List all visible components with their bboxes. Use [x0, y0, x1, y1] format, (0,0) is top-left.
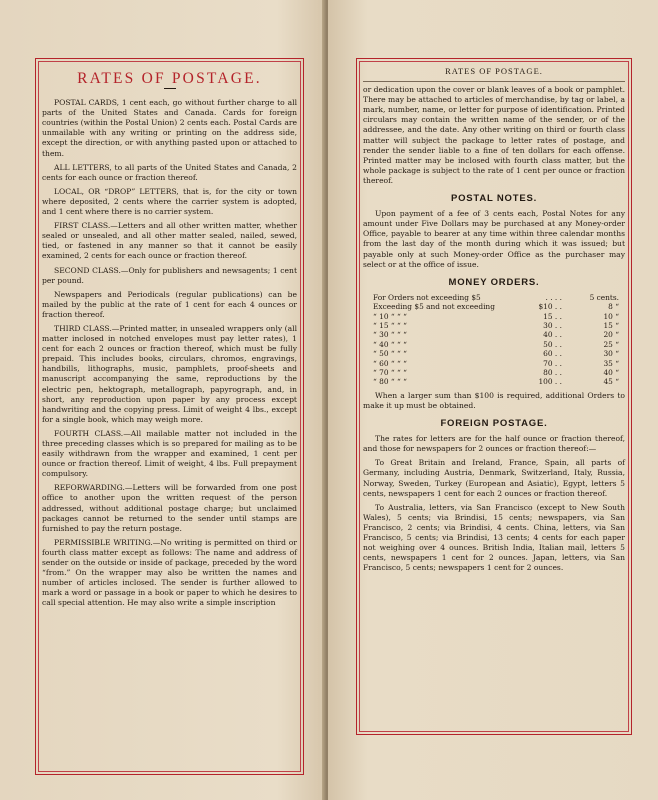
money-order-label: Exceeding $5 and not exceeding: [373, 302, 495, 312]
money-order-cents: 25 “: [603, 339, 619, 349]
money-order-limit: 15 . .: [543, 311, 562, 321]
money-order-cents: 15 “: [603, 321, 619, 330]
money-order-limit: 30 . .: [543, 321, 562, 330]
foreign-rates-paragraph: The rates for letters are for the half ounce or fraction thereof, and those for newspapers for 2 ounces or fraction thereof:—: [363, 434, 625, 454]
money-order-row: [363, 340, 625, 349]
europe-rates-paragraph: To Great Britain and Ireland, France, Spain, all parts of Germany, including Austria, Denmark, Switzerland, Italy, Russia, Norway, Sweden, Turkey (European and Asiatic), Egypt, letters 5 cents, newspapers 1 cent for each 2 ounces or fraction thereof.: [363, 458, 625, 498]
money-order-cents: 8 “: [608, 302, 619, 312]
money-order-row: [363, 321, 625, 330]
postal-cards-paragraph: POSTAL CARDS, 1 cent each, go without further charge to all parts of the United States and Canada. Cards for foreign countries (within the Postal Union) 2 cents each. Postal Cards are unmailable with any writing or printing on the address side, except the direction, or with anything pasted upon or attached to them.: [42, 98, 297, 158]
postal-notes-paragraph: Upon payment of a fee of 3 cents each, Postal Notes for any amount under Five Dollars may be purchased at any Money-order Office, payable to bearer at any time within three calendar months from the last day of the month during which it was issued; but payable only at such Money-order Office as the purchaser may select or at the office of issue.: [363, 209, 625, 269]
third-class-paragraph: THIRD CLASS.—Printed matter, in unsealed wrappers only (all matter inclosed in notched envelopes must pay letter rates), 1 cent for each 2 ounces or fraction thereof, which must be fully prepaid. This includes books, circulars, chromos, engravings, handbills, lithographs, music, pamphlets, proof-sheets and manuscript accompanying the same, reproductions by the electric pen, hektograph, metallograph, papyrograph, and, in short, any reproduction upon paper by any process except handwriting and the copying press. Limit of weight 4 lbs., except for a single book, which may weigh more.: [42, 323, 297, 424]
money-order-label: “ 50 “ “ “: [373, 349, 407, 359]
running-head: RATES OF POSTAGE.: [363, 66, 625, 82]
money-order-cents: 20 “: [603, 330, 619, 340]
second-class-paragraph: SECOND CLASS.—Only for publishers and newsagents; 1 cent per pound.: [42, 265, 297, 285]
money-order-label: “ 40 “ “ “: [373, 339, 407, 349]
money-order-row: [363, 330, 625, 339]
money-order-cents: 35 “: [603, 358, 619, 368]
first-class-paragraph: FIRST CLASS.—Letters and all other written matter, whether sealed or unsealed, and all other matter sealed, nailed, sewed, tied, or fastened in any manner so that it cannot be easily examined, 2 cents for each ounce or fraction thereof.: [42, 221, 297, 261]
money-order-label: “ 80 “ “ “: [373, 377, 407, 387]
money-order-label: “ 30 “ “ “: [373, 330, 407, 340]
money-order-row: [363, 312, 625, 321]
right-page: [328, 0, 658, 800]
all-letters-paragraph: ALL LETTERS, to all parts of the United States and Canada, 2 cents for each ounce or fraction thereof.: [42, 162, 297, 182]
money-order-cents: 10 “: [603, 311, 619, 321]
reforwarding-paragraph: REFORWARDING.—Letters will be forwarded from one post office to another upon the written request of the person addressed, without additional postage charge; but unclaimed packages cannot be returned to the sender until stamps are furnished to pay the return postage.: [42, 483, 297, 533]
money-order-row: [363, 368, 625, 377]
money-order-limit: 70 . .: [543, 358, 562, 368]
fourth-class-paragraph: FOURTH CLASS.—All mailable matter not included in the three preceding classes which is so prepared for mailing as to be easily withdrawn from the wrapper and examined, 1 cent per ounce or fraction thereof. Limit of weight, 4 lbs. Full prepayment compulsory.: [42, 428, 297, 479]
money-order-label: “ 10 “ “ “: [373, 311, 407, 321]
money-order-limit: 50 . .: [543, 339, 562, 349]
money-order-cents: 30 “: [603, 349, 619, 359]
money-order-label: “ 70 “ “ “: [373, 368, 407, 378]
money-order-row: [363, 302, 625, 311]
permissible-writing-paragraph: PERMISSIBLE WRITING.—No writing is permitted on third or fourth class matter except as follows: The name and address of sender on the outside or inside of package, preceded by the word “from.” On the wrapper may also be written the names and number of articles inclosed. The sender is further allowed to mark a word or passage in a book or paper to which he desires to call special attention. He may also write a simple inscription: [42, 537, 297, 608]
money-order-label: “ 60 “ “ “: [373, 358, 407, 368]
money-order-limit: $10 . .: [538, 302, 562, 312]
money-order-row: [363, 359, 625, 368]
money-order-limit: 60 . .: [543, 349, 562, 359]
money-order-limit: 80 . .: [543, 368, 562, 378]
left-page-content: [42, 68, 297, 613]
postal-notes-heading: POSTAL NOTES.: [450, 193, 538, 205]
money-order-label: For Orders not exceeding $5: [373, 292, 481, 302]
local-letters-paragraph: LOCAL, OR “DROP” LETTERS, that is, for the city or town where deposited, 2 cents where the carrier system is adopted, and 1 cent where there is no carrier system.: [42, 186, 297, 217]
money-order-limit: . . . .: [545, 292, 562, 302]
right-page-content: [363, 66, 625, 577]
money-orders-note: When a larger sum than $100 is required, additional Orders to make it up must be obtained.: [363, 390, 625, 410]
money-orders-table: [363, 293, 625, 387]
left-page: [0, 0, 326, 800]
page-title: RATES OF POSTAGE.: [77, 70, 262, 87]
continuation-paragraph: or dedication upon the cover or blank leaves of a book or pamphlet. There may be attached to articles of merchandise, by tag or label, a mark, number, name, or letter for purpose of identification. Printed circulars may contain the written name of the sender, or of the addressee, and the date. Any other writing on third or fourth class matter will subject the package to letter rates of postage, and render the sender liable to a fine of ten dollars for each offense. Printed matter may be inclosed with fourth class matter, but the whole package is subject to the rate of 1 cent per ounce or fraction thereof.: [363, 85, 625, 185]
money-order-row: [363, 349, 625, 358]
money-order-cents: 5 cents.: [589, 292, 619, 302]
money-order-row: [363, 293, 625, 302]
asia-pacific-rates-paragraph: To Australia, letters, via San Francisco (except to New South Wales), 5 cents; via Brindisi, 15 cents; newspapers, via San Francisco, 2 cents; via Brindisi, 4 cents. China, letters, via San Francisco, 5 cents; via Brindisi, 13 cents; 4 cents for each paper not weighing over 4 ounces. British India, Italian mail, letters 5 cents, newspapers 1 cent for 2 ounces. Japan, letters, via San Francisco, 5 cents; newspapers 1 cent for 2 ounces.: [363, 502, 625, 573]
foreign-postage-heading: FOREIGN POSTAGE.: [440, 418, 548, 430]
money-order-row: [363, 377, 625, 386]
money-order-label: “ 15 “ “ “: [373, 321, 407, 330]
newspapers-paragraph: Newspapers and Periodicals (regular publications) can be mailed by the public at the rate of 1 cent for each 4 ounces or fraction thereof.: [42, 289, 297, 319]
title-rule: [164, 88, 176, 89]
money-order-cents: 45 “: [603, 377, 619, 387]
money-order-cents: 40 “: [603, 368, 619, 378]
money-order-limit: 40 . .: [543, 330, 562, 340]
money-orders-heading: MONEY ORDERS.: [448, 276, 540, 288]
money-order-limit: 100 . .: [538, 377, 562, 387]
